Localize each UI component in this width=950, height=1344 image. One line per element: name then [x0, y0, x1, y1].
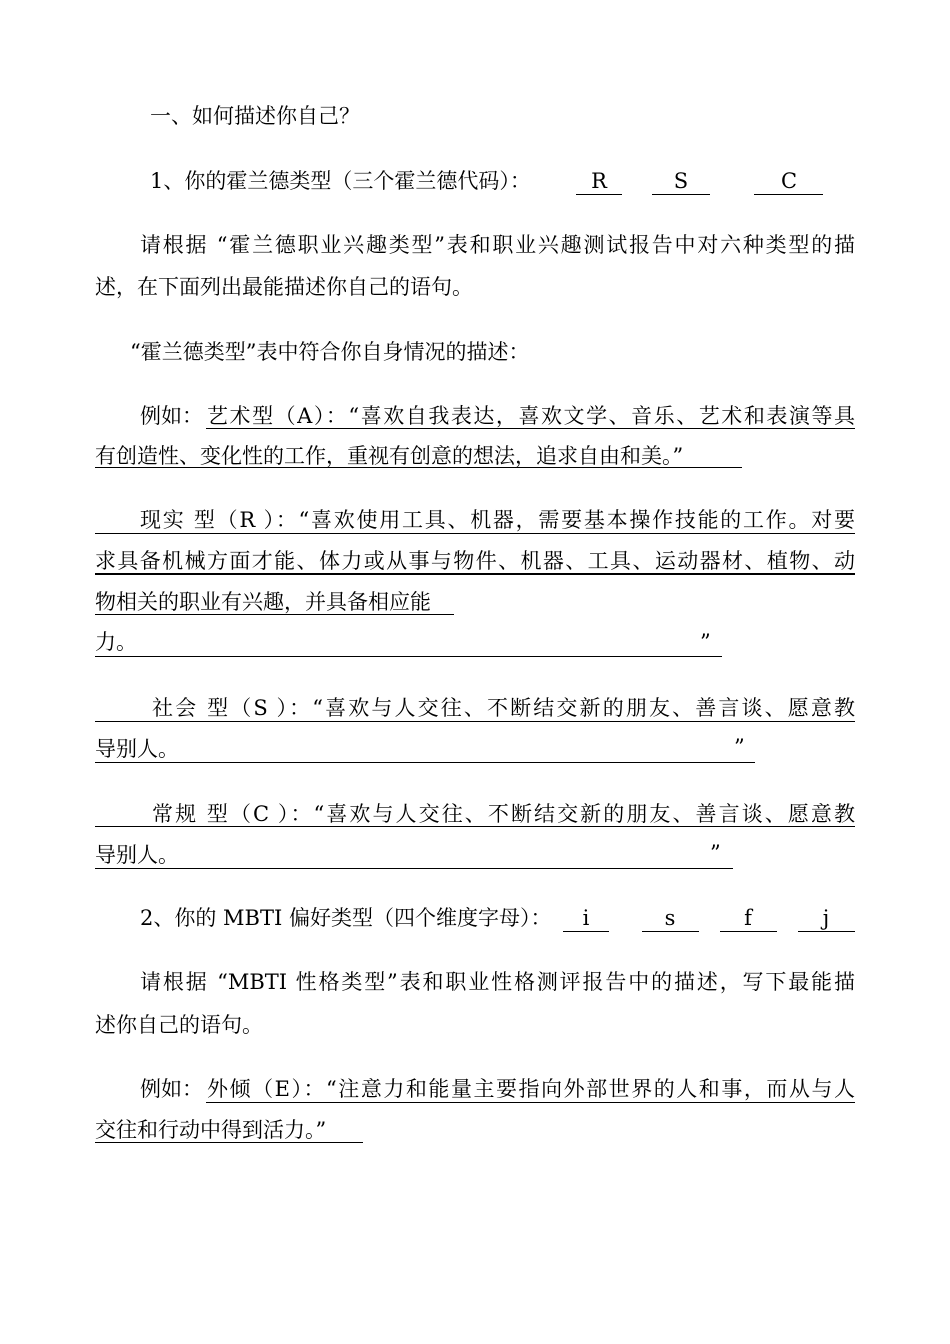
type-r-underline-2 [95, 573, 855, 575]
type-s-line-2: 导别人。 [95, 737, 179, 761]
type-s-line-1: 社会 型（S ）：“喜欢与人交往、不断结交新的朋友、善言谈、愿意教 [152, 696, 855, 720]
type-r-line-3: 物相关的职业有兴趣，并具备相应能 [95, 590, 431, 614]
holland-code-2: S [673, 169, 689, 193]
section-title: 一、如何描述你自己？ [150, 104, 360, 128]
holland-heading: “霍兰德类型”表中符合你自身情况的描述： [130, 340, 530, 364]
holland-code-3: C [780, 169, 798, 193]
mbti-code-2-underline [642, 931, 699, 932]
mbti-code-1: i [582, 906, 590, 930]
holland-code-2-underline [652, 194, 710, 195]
mbti-code-2: s [664, 906, 676, 930]
holland-code-1-underline [576, 194, 622, 195]
instruction-1-line-2: 述，在下面列出最能描述你自己的语句。 [95, 275, 473, 299]
type-c-underline-1 [95, 826, 855, 827]
example-1-prefix: 例如： [140, 404, 203, 428]
holland-code-3-underline [754, 194, 823, 195]
type-r-close-quote: ” [700, 630, 711, 654]
instruction-1-line-1: 请根据 “霍兰德职业兴趣类型”表和职业兴趣测试报告中对六种类型的描 [140, 233, 855, 257]
type-r-underline-4 [95, 656, 722, 657]
type-r-line-4: 力。 [95, 630, 137, 654]
mbti-code-4: j [822, 906, 830, 930]
mbti-question: 2、你的 MBTI 偏好类型（四个维度字母）： [140, 906, 552, 930]
type-r-underline-3 [95, 614, 454, 615]
holland-question: 1、你的霍兰德类型（三个霍兰德代码）： [150, 169, 531, 193]
example-2-prefix: 例如： [140, 1077, 203, 1101]
example-2-line-1: 外倾（E）：“注意力和能量主要指向外部世界的人和事，而从与人 [207, 1077, 855, 1101]
type-c-line-2: 导别人。 [95, 843, 179, 867]
type-s-underline-2 [95, 762, 755, 763]
example-1-line-1: 艺术型（A）：“喜欢自我表达，喜欢文学、音乐、艺术和表演等具 [207, 404, 855, 428]
mbti-code-3-underline [720, 931, 777, 932]
type-c-line-1: 常规 型（C ）：“喜欢与人交往、不断结交新的朋友、善言谈、愿意教 [152, 802, 855, 826]
type-r-line-1: 现实 型（R ）：“喜欢使用工具、机器，需要基本操作技能的工作。对要 [140, 508, 855, 532]
type-s-close-quote: ” [734, 735, 745, 759]
mbti-code-4-underline [798, 931, 855, 932]
instruction-2-line-2: 述你自己的语句。 [95, 1013, 263, 1037]
example-1-underline-1 [206, 428, 855, 429]
type-r-line-2: 求具备机械方面才能、体力或从事与物件、机器、工具、运动器材、植物、动 [95, 549, 855, 573]
holland-code-1: R [591, 169, 607, 193]
mbti-code-3: f [744, 906, 752, 930]
instruction-2-line-1: 请根据 “MBTI 性格类型”表和职业性格测评报告中的描述，写下最能描 [140, 970, 855, 994]
example-2-underline-1 [206, 1102, 855, 1103]
example-2-line-2: 交往和行动中得到活力。” [95, 1118, 327, 1142]
example-2-underline-2 [95, 1142, 363, 1143]
type-c-close-quote: ” [710, 841, 721, 865]
type-s-underline-1 [95, 721, 855, 722]
type-c-underline-2 [95, 868, 733, 869]
mbti-code-1-underline [563, 931, 609, 932]
example-1-line-2: 有创造性、变化性的工作，重视有创意的想法，追求自由和美。” [95, 444, 684, 468]
example-1-underline-2 [95, 467, 742, 468]
type-r-underline-1 [95, 533, 855, 534]
